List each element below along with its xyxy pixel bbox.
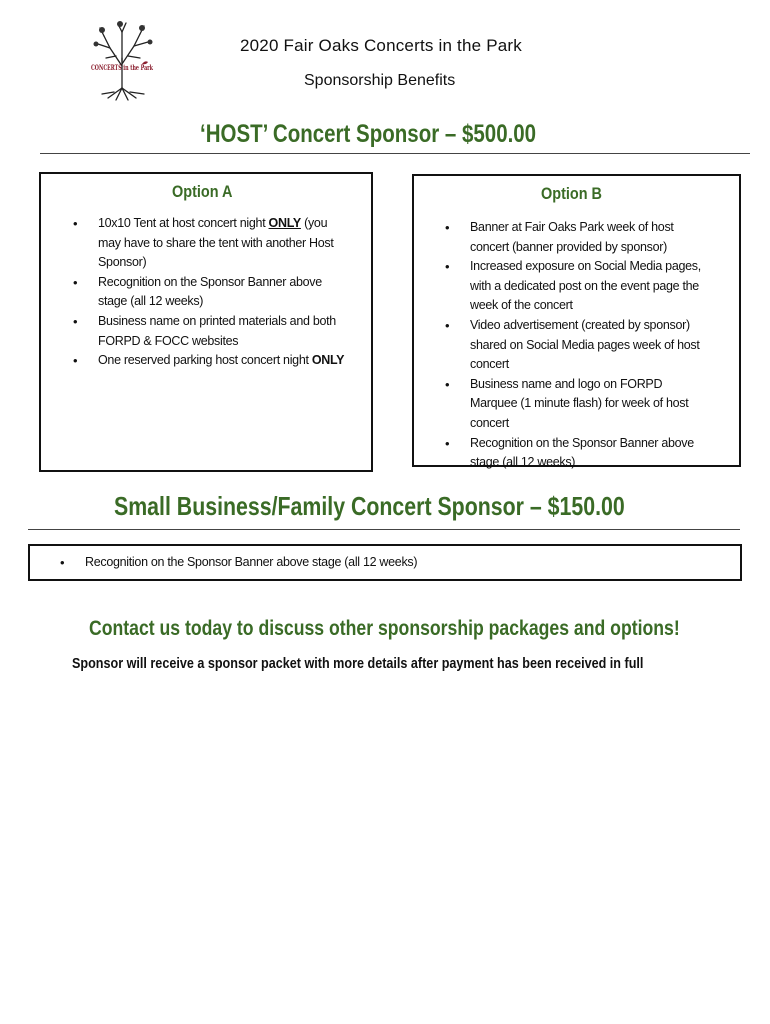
list-item-text: 10x10 Tent at host concert night (98, 216, 269, 230)
list-item-text: Recognition on the Sponsor Banner above stage (all 12 weeks) (470, 435, 694, 470)
list-item (73, 273, 345, 312)
concerts-in-the-park-logo (88, 18, 156, 102)
option-a-list (73, 214, 345, 371)
list-item (445, 375, 710, 434)
list-item-text: Business name and logo on FORPD Marquee (1 minute flash) for week of host concert (470, 376, 689, 430)
list-item (445, 257, 710, 316)
small-business-heading: Small Business/Family Concert Sponsor – $150.00 (114, 491, 625, 521)
bullet-icon: • (445, 435, 450, 451)
list-item-text: Increased exposure on Social Media pages, with a dedicated post on the event page the week of the concert (470, 259, 701, 313)
bullet-icon: • (445, 259, 450, 275)
host-sponsor-heading: ‘HOST’ Concert Sponsor – $500.00 (200, 120, 537, 148)
document-title: 2020 Fair Oaks Concerts in the Park (240, 36, 522, 55)
bullet-icon: • (445, 220, 450, 235)
list-item (60, 553, 720, 573)
small-business-box (28, 544, 742, 581)
list-item (445, 316, 710, 375)
list-item-text: Banner at Fair Oaks Park week of host concert (banner provided by sponsor) (470, 220, 674, 254)
list-item (445, 434, 710, 473)
list-item-text: Business name on printed materials and both FORPD & FOCC websites (98, 313, 336, 348)
bullet-icon: • (73, 353, 78, 369)
small-heading-rule (28, 529, 740, 530)
list-item-emphasis: ONLY (268, 216, 301, 230)
list-item (73, 351, 345, 371)
option-b-list (445, 218, 710, 473)
host-heading-rule (40, 153, 750, 154)
option-a-title: Option A (172, 182, 233, 201)
bullet-icon: • (73, 313, 78, 329)
list-item (73, 312, 345, 351)
bullet-icon: • (445, 317, 450, 333)
contact-cta: Contact us today to discuss other sponsorship packages and options! (89, 616, 680, 640)
list-item-text: Recognition on the Sponsor Banner above stage (all 12 weeks) (98, 274, 322, 309)
list-item-text: (you may have to share the tent with another Host Sponsor) (98, 216, 334, 270)
bullet-icon: • (445, 376, 450, 392)
list-item-text: Video advertisement (created by sponsor) shared on Social Media pages week of host concert (470, 317, 700, 372)
option-b-title: Option B (541, 184, 603, 203)
list-item (445, 218, 710, 257)
list-item-text: Recognition on the Sponsor Banner above stage (all 12 weeks) (85, 555, 418, 569)
bullet-icon: • (73, 274, 78, 290)
list-item-text: One reserved parking host concert night (98, 353, 312, 368)
bullet-icon: • (60, 555, 65, 570)
small-business-list (60, 553, 720, 573)
option-a-box (39, 172, 373, 472)
bullet-icon: • (73, 216, 78, 231)
option-b-box (412, 174, 741, 470)
logo-wordmark: CONCERTS in the Park (91, 63, 154, 72)
list-item (73, 214, 345, 273)
document-subtitle: Sponsorship Benefits (304, 72, 456, 89)
list-item-emphasis: ONLY (311, 353, 345, 368)
sponsor-packet-note: Sponsor will receive a sponsor packet with more details after payment has been received in full (72, 655, 644, 672)
